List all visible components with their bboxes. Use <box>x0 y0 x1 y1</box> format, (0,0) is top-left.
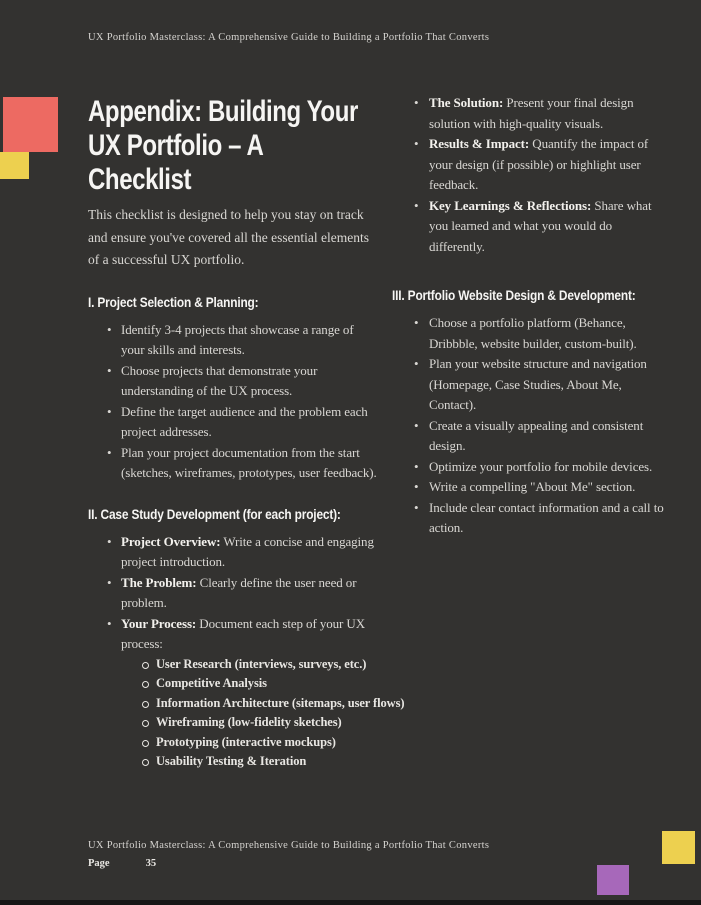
page-bottom-edge <box>0 900 701 905</box>
list-item <box>392 477 669 498</box>
list-item <box>88 443 379 484</box>
right-column <box>392 93 669 539</box>
footer-page-number: 35 <box>145 858 157 869</box>
list-item <box>88 402 379 443</box>
item-text: Document each step of your UX process: <box>121 615 365 651</box>
ux-process-sublist <box>121 655 411 772</box>
item-label: Project Overview: <box>121 533 221 549</box>
item-text: Create a visually appealing and consistent design. <box>429 417 644 453</box>
list-item <box>88 320 379 361</box>
item-text: Write a concise and engaging project introduction. <box>121 533 374 569</box>
decor-square-yellow-bottom-right <box>662 831 695 864</box>
footer-page-row <box>88 858 568 869</box>
title-line-2: UX Portfolio – A <box>88 129 264 162</box>
section-heading-website-design: III. Portfolio Website Design & Development: <box>392 287 636 303</box>
list-item <box>392 354 669 416</box>
checklist-project-selection <box>88 320 379 484</box>
item-text: Include clear contact information and a call to action. <box>429 499 664 535</box>
section-heading-project-selection: I. Project Selection & Planning: <box>88 293 259 310</box>
section-heading-case-study: II. Case Study Development (for each project): <box>88 505 341 522</box>
list-item <box>392 498 669 539</box>
item-text: Clearly define the user need or problem. <box>121 574 357 610</box>
list-item <box>392 313 669 354</box>
list-item <box>392 457 669 478</box>
item-text: Choose a portfolio platform (Behance, Dribbble, website builder, custom-built). <box>429 315 637 351</box>
item-text: Present your final design solution with high-quality visuals. <box>429 95 634 131</box>
item-text: Quantify the impact of your design (if possible) or highlight user feedback. <box>429 136 649 192</box>
footer-title: UX Portfolio Masterclass: A Comprehensive Guide to Building a Portfolio That Converts <box>88 840 490 851</box>
item-label: Your Process: <box>121 615 197 631</box>
decor-square-yellow-top-left <box>0 152 29 179</box>
item-label: Results & Impact: <box>429 136 530 151</box>
running-header: UX Portfolio Masterclass: A Comprehensive Guide to Building a Portfolio That Converts <box>88 32 490 43</box>
list-item <box>88 614 405 772</box>
list-item <box>88 573 379 614</box>
item-text: Plan your project documentation from the start (sketches, wireframes, prototypes, user feedback). <box>121 444 377 480</box>
item-text: Share what you learned and what you would do differently. <box>429 197 652 254</box>
checklist-case-study-continued <box>392 93 669 257</box>
sublist-item: User Research (interviews, surveys, etc.) <box>121 655 411 675</box>
list-item <box>392 196 669 258</box>
decor-square-coral <box>3 97 58 152</box>
footer-page-label: Page <box>88 858 110 869</box>
sublist-item: Prototyping (interactive mockups) <box>121 733 411 753</box>
item-text: Plan your website structure and navigation (Homepage, Case Studies, About Me, Contact). <box>429 356 647 412</box>
sublist-item: Information Architecture (sitemaps, user flows) <box>121 694 411 714</box>
list-item <box>392 93 669 134</box>
left-column <box>88 95 405 772</box>
item-label: The Solution: <box>429 95 504 110</box>
item-label: Key Learnings & Reflections: <box>429 197 592 213</box>
sublist-item: Wireframing (low-fidelity sketches) <box>121 713 411 733</box>
title-line-1: Appendix: Building Your <box>88 95 358 128</box>
running-footer <box>88 839 568 869</box>
checklist-case-study <box>88 532 405 772</box>
page-title <box>88 95 379 197</box>
item-text: Write a compelling "About Me" section. <box>429 479 636 494</box>
decor-square-purple <box>597 865 629 895</box>
title-line-3: Checklist <box>88 163 192 196</box>
checklist-website-design <box>392 313 669 539</box>
item-text: Optimize your portfolio for mobile devices. <box>429 458 653 474</box>
list-item <box>88 532 379 573</box>
item-text: Choose projects that demonstrate your understanding of the UX process. <box>121 362 318 398</box>
list-item <box>88 361 379 402</box>
list-item <box>392 416 669 457</box>
intro-paragraph: This checklist is designed to help you stay on track and ensure you've covered all the essential elements of a successful UX portfolio. <box>88 207 369 267</box>
item-text: Identify 3-4 projects that showcase a range of your skills and interests. <box>121 321 354 357</box>
sublist-item: Usability Testing & Iteration <box>121 752 411 772</box>
item-label: The Problem: <box>121 574 197 590</box>
list-item <box>392 134 669 196</box>
item-text: Define the target audience and the problem each project addresses. <box>121 403 368 439</box>
sublist-item: Competitive Analysis <box>121 674 411 694</box>
